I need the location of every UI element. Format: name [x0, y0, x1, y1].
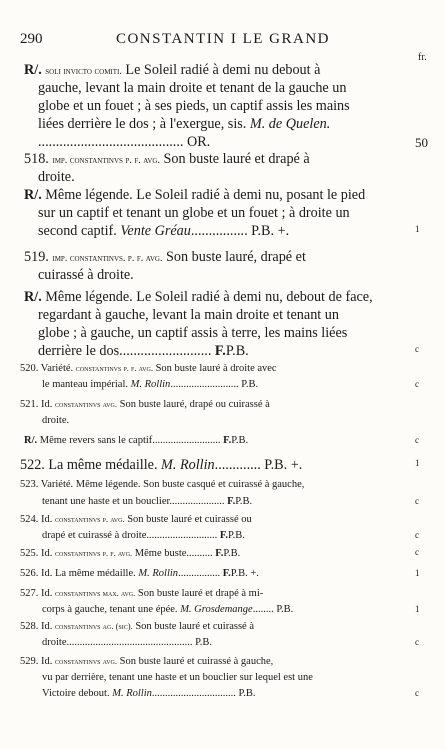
entry-line: R/. Même légende. Le Soleil radié à demi nu, debout de face,	[24, 289, 373, 305]
rarity-marker: c	[415, 636, 419, 647]
entry-line: 520. Variété. constantinvs p. f. avg. Son buste lauré à droite avec	[20, 363, 277, 374]
entry-line: regardant à gauche, levant la main droite et tenant un	[38, 307, 339, 323]
entry-line: 523. Variété. Même légende. Son buste casqué et cuirassé à gauche,	[20, 479, 305, 490]
entry-line: ......................................... OR.	[38, 134, 211, 150]
entry-line: R/. Même légende. Le Soleil radié à demi nu, posant le pied	[24, 187, 366, 203]
rarity-marker: c	[415, 344, 419, 354]
entry-line: 524. Id. constantinvs p. avg. Son buste lauré et cuirassé ou	[20, 514, 252, 525]
entry-line: 519. imp. constantinvs. p. f. avg. Son buste lauré, drapé et	[24, 249, 306, 265]
entry-line: derrière le dos.......................... F.P.B.	[38, 343, 249, 359]
rarity-marker: 50	[415, 135, 428, 150]
rarity-marker: c	[415, 435, 419, 445]
entry-line: corps à gauche, tenant une épée. M. Grosdemange........ P.B.	[42, 603, 294, 615]
entry-line: le manteau impérial. M. Rollin.......................... P.B.	[42, 378, 259, 390]
entry-line: 528. Id. constantinvs ag. (sic). Son buste lauré et cuirassé à	[20, 621, 254, 632]
entry-line: cuirassé à droite.	[38, 267, 134, 283]
entry-line: 518. imp. constantinvs p. f. avg. Son buste lauré et drapé à	[24, 151, 310, 167]
entry-line: globe ; à gauche, un captif assis à terre, les mains liées	[38, 325, 348, 341]
rarity-marker: 1	[415, 603, 420, 614]
entry-line: 527. Id. constantinvs max. avg. Son buste lauré et drapé à mi-	[20, 588, 264, 599]
entry-line: R/. soli invicto comiti. Le Soleil radié à demi nu debout à	[24, 62, 321, 78]
entry-line: 521. Id. constantinvs avg. Son buste lauré, drapé ou cuirassé à	[20, 399, 270, 410]
entry-line: second captif. Vente Gréau................ P.B. +.	[38, 223, 290, 239]
entry-line: tenant une haste et un bouclier..................... F.P.B.	[42, 495, 253, 507]
entry-line: globe et un fouet ; à ses pieds, un captif assis les mains	[38, 98, 350, 114]
rarity-marker: c	[415, 688, 419, 698]
page-title: CONSTANTIN I LE GRAND	[115, 31, 331, 47]
entry-line: drapé et cuirassé à droite........................... F.P.B.	[42, 529, 245, 541]
margin-header: fr.	[418, 52, 427, 63]
entry-line: 529. Id. constantinvs avg. Son buste lauré et cuirassé à gauche,	[20, 656, 274, 667]
entry-line: vu par derrière, tenant une haste et un bouclier sur lequel est une	[42, 671, 313, 683]
page-number: 290	[20, 31, 43, 47]
rarity-marker: 1	[415, 568, 420, 578]
rarity-marker: 1	[415, 458, 420, 468]
entry-line: droite.	[38, 169, 75, 185]
entry-line: R/. Même revers sans le captif.......................... F.P.B.	[24, 435, 249, 446]
rarity-marker: 1	[415, 224, 420, 234]
entry-line: liées derrière le dos ; à l'exergue, sis. M. de Quelen.	[38, 116, 331, 132]
entry-line: sur un captif et tenant un globe et un fouet ; à droite un	[38, 205, 350, 221]
entry-line: 525. Id. constantinvs p. f. avg. Même buste.......... F.P.B.	[20, 548, 241, 559]
entry-line: 526. Id. La même médaille. M. Rollin................ F.P.B. +.	[20, 568, 259, 579]
rarity-marker: c	[415, 547, 419, 557]
rarity-marker: c	[415, 378, 419, 389]
entry-line: droite.	[42, 414, 70, 426]
entry-line: gauche, levant la main droite et tenant de la gauche un	[38, 80, 347, 96]
rarity-marker: c	[415, 529, 419, 540]
rarity-marker: c	[415, 495, 419, 506]
entry-line: Victoire debout. M. Rollin................................ P.B.	[42, 688, 256, 699]
entry-line: 522. La même médaille. M. Rollin............. P.B. +.	[20, 457, 303, 473]
entry-line: droite................................................ P.B.	[42, 636, 213, 648]
